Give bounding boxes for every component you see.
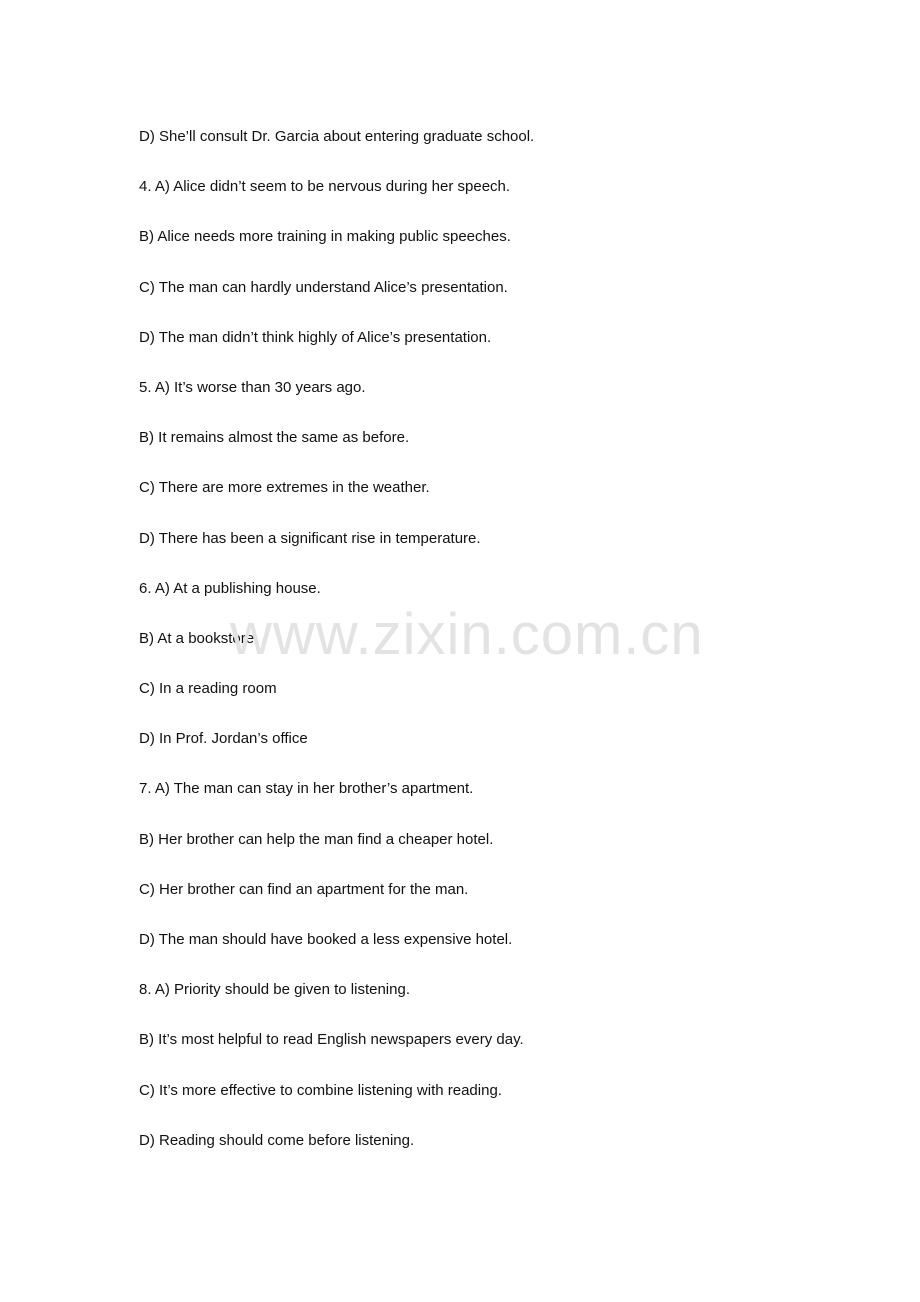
text-line: 8. A) Priority should be given to listening.: [139, 981, 410, 999]
text-line: D) The man should have booked a less expensive hotel.: [139, 931, 513, 948]
text-line: 5. A) It’s worse than 30 years ago.: [139, 378, 366, 396]
text-line: 7. A) The man can stay in her brother’s apartment.: [139, 780, 474, 798]
text-line: C) The man can hardly understand Alice’s presentation.: [139, 278, 508, 296]
watermark: www.zixin.com.cn: [230, 602, 704, 667]
text-line: D) Reading should come before listening.: [139, 1131, 415, 1149]
text-line: D) She’ll consult Dr. Garcia about entering graduate school.: [139, 128, 535, 145]
text-line: 6. A) At a publishing house.: [139, 579, 321, 597]
text-line: C) In a reading room: [139, 680, 277, 698]
text-line: D) In Prof. Jordan’s office: [139, 730, 308, 748]
text-line: B) Her brother can help the man find a cheaper hotel.: [139, 830, 494, 848]
text-line: 4. A) Alice didn’t seem to be nervous during her speech.: [139, 178, 511, 196]
text-line: C) There are more extremes in the weather.: [139, 479, 430, 497]
text-line: D) There has been a significant rise in temperature.: [139, 529, 481, 547]
text-line: C) It’s more effective to combine listening with reading.: [139, 1081, 502, 1099]
text-line: D) The man didn’t think highly of Alice’s presentation.: [139, 328, 492, 346]
text-line: B) At a bookstore.: [139, 629, 259, 647]
answer-options-list: [139, 127, 534, 1181]
text-line: C) Her brother can find an apartment for the man.: [139, 880, 469, 898]
text-line: B) It’s most helpful to read English newspapers every day.: [139, 1031, 524, 1049]
text-line: B) It remains almost the same as before.: [139, 429, 410, 447]
text-line: B) Alice needs more training in making public speeches.: [139, 228, 511, 246]
